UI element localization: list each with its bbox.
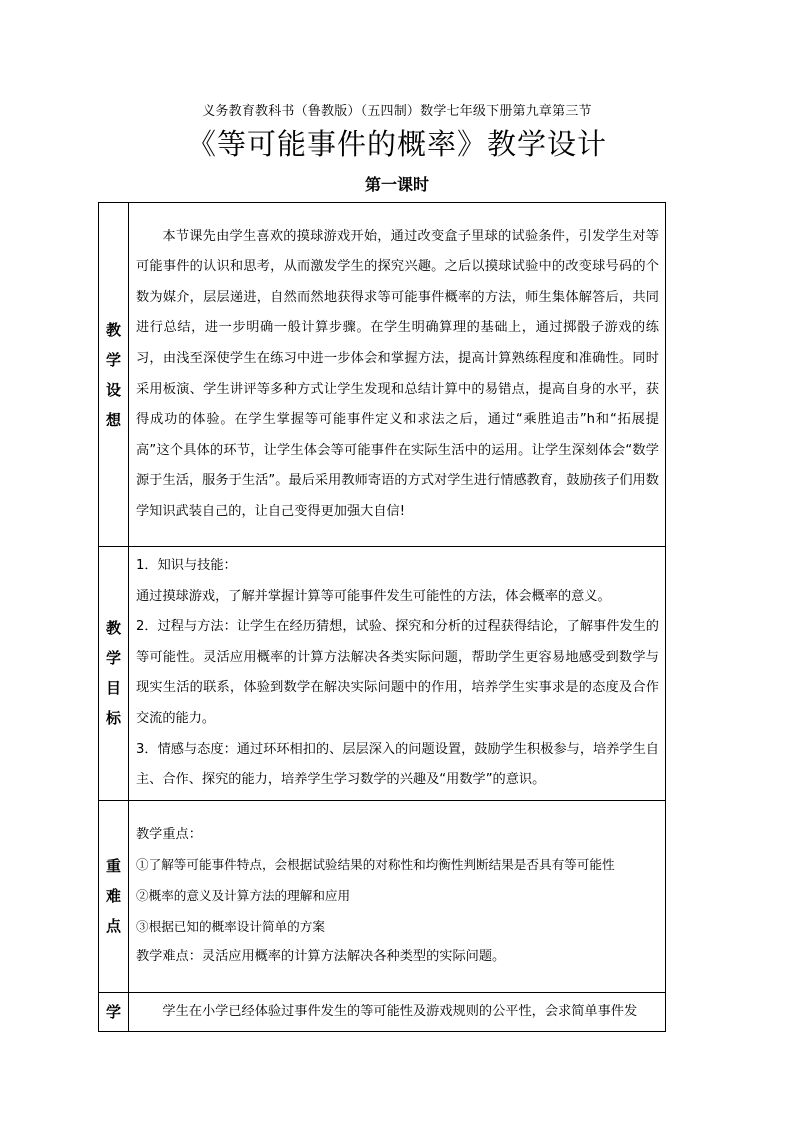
key-points-label-char-3: 点 — [105, 917, 121, 936]
lesson-plan-table — [98, 202, 666, 1032]
key-points-label-char-2: 难 — [105, 887, 121, 906]
design-label-char-4: 想 — [105, 410, 121, 429]
difficult-point: 教学难点：灵活应用概率的计算方法解决各种类型的实际问题。 — [136, 949, 506, 965]
table-row-design — [99, 203, 666, 547]
student-paragraph: 学生在小学已经体验过事件发生的等可能性及游戏规则的公平性，会求简单事件发 — [162, 1003, 638, 1019]
goals-label-char-4: 标 — [105, 709, 121, 728]
design-content — [129, 203, 666, 547]
table-row-student — [99, 992, 666, 1032]
design-label-char-2: 学 — [105, 350, 121, 369]
design-label-char-1: 教 — [105, 320, 121, 339]
goal-item-2: 通过摸球游戏，了解并掌握计算等可能事件发生可能性的方法，体会概率的意义。 — [136, 588, 611, 604]
goal-item-3: 2．过程与方法：让学生在经历猜想，试验、探究和分析的过程获得结论，了解事件发生的等可能性。灵活应用概率的计算方法解决各类实际问题，帮助学生更容易地感受到数学与现实生活的联系，体验到数学在解决实际问题中的作用，培养学生实事求是的态度及合作交流的能力。 — [136, 619, 659, 726]
design-label — [99, 203, 129, 547]
student-label-char-1: 学 — [105, 1003, 121, 1022]
student-content — [129, 992, 666, 1032]
goals-label-char-2: 学 — [105, 649, 121, 668]
key-points-label — [99, 800, 129, 992]
key-point-item-2: ②概率的意义及计算方法的理解和应用 — [136, 887, 351, 903]
student-label — [99, 992, 129, 1032]
design-label-char-3: 设 — [105, 380, 121, 399]
document-main-title: 《等可能事件的概率》教学设计 — [186, 127, 607, 161]
design-paragraph: 本节课先由学生喜欢的摸球游戏开始，通过改变盒子里球的试验条件，引发学生对等可能事件的认识和思考，从而激发学生的探究兴趣。之后以摸球试验中的改变球号码的个数为媒介，层层递进，自然而然地获得求等可能事件概率的方法，师生集体解答后，共同进行总结，进一步明确一般计算步骤。在学生明确算理的基础上，通过掷骰子游戏的练习，由浅至深使学生在练习中进一步体会和掌握方法，提高计算熟练程度和准确性。同时采用板演、学生讲评等多种方式让学生发现和总结计算中的易错点，提高自身的水平，获得成功的体验。在学生掌握等可能事件定义和求法之后，通过“乘胜追击”h和“拓展提高”这个具体的环节，让学生体会等可能事件在实际生活中的运用。让学生深刻体会“数学源于生活，服务于生活”。最后采用教师寄语的方式对学生进行情感教育，鼓励孩子们用数学知识武装自己的，让自己变得更加强大自信! — [136, 228, 659, 519]
goals-label — [99, 547, 129, 801]
goal-item-1: 1．知识与技能： — [136, 558, 237, 573]
goals-content — [129, 547, 666, 801]
key-point-heading: 教学重点： — [136, 826, 202, 842]
goals-label-char-3: 目 — [105, 679, 121, 698]
document-sub-title: 第一课时 — [364, 175, 429, 194]
table-row-goals — [99, 547, 666, 801]
key-points-content — [129, 800, 666, 992]
goal-item-4: 3．情感与态度：通过环环相扣的、层层深入的问题设置，鼓励学生积极参与，培养学生自主、合作、探究的能力，培养学生学习数学的兴趣及“用数学”的意识。 — [136, 741, 659, 788]
table-row-key-points — [99, 800, 666, 992]
key-points-label-char-1: 重 — [105, 857, 121, 876]
key-point-item-3: ③根据已知的概率设计简单的方案 — [136, 918, 325, 934]
goals-label-char-1: 教 — [105, 619, 121, 638]
document-header-line: 义务教育教科书（鲁教版）（五四制）数学七年级下册第九章第三节 — [202, 104, 592, 119]
key-point-item-1: ①了解等可能事件特点，会根据试验结果的对称性和均衡性判断结果是否具有等可能性 — [136, 857, 615, 873]
